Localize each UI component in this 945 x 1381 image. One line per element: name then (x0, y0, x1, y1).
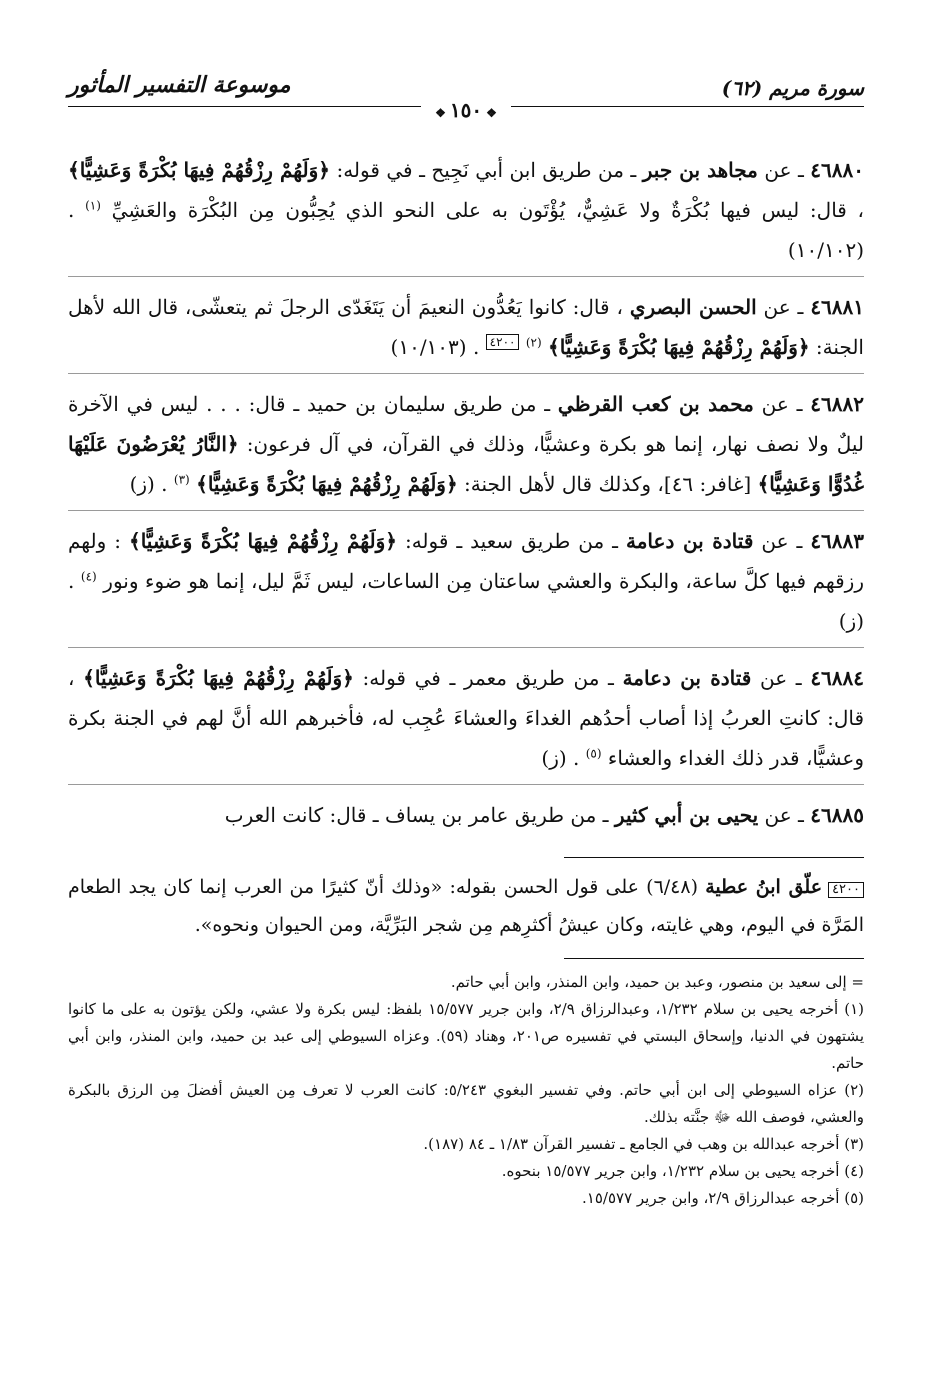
footnotes-rule (564, 958, 864, 959)
entry (68, 658, 864, 785)
footnote-5: (٥) أخرجه عبدالرزاق ٢/٩، وابن جرير ١٥/٥٧٧. (582, 1189, 864, 1207)
commentary-rule (564, 857, 864, 858)
footnote-ref[interactable]: (٥) (585, 746, 602, 761)
narrator-name: يحيى بن أبي كثير (614, 803, 759, 827)
commentary-marker: ٤٢٠٠ (828, 882, 864, 898)
ornament-icon: ❖ (435, 106, 446, 120)
entries (68, 150, 864, 841)
entry-text: ـ عن (756, 295, 804, 319)
header-surah (722, 76, 864, 100)
commentary-block (68, 868, 864, 944)
surah-number: (٦٢) (721, 76, 763, 100)
entry (68, 521, 864, 648)
page (68, 62, 864, 1212)
ornament-icon: ❖ (486, 106, 497, 120)
entry-text: ـ من طريق معمر ـ في قوله: (353, 666, 614, 690)
page-header (68, 62, 864, 122)
entry-text: [غافر: ٤٦]، وكذلك قال لأهل الجنة: (457, 472, 752, 496)
entry-text: ـ من طريق عامر بن يساف ـ قال: كانت العرب (224, 803, 609, 827)
footnote-4: (٤) أخرجه يحيى بن سلام ١/٢٣٢، وابن جرير ١٥/٥٧٧ بنحوه. (501, 1162, 864, 1180)
volume-ref: . (١٠/١٠٢) (68, 198, 864, 262)
volume-ref: . (١٠/١٠٣) (390, 335, 480, 359)
quran-verse: ﴿وَلَهُمْ رِزْقُهُمْ فِيهَا بُكْرَةً وَعَشِيًّا﴾ (548, 335, 810, 359)
entry-number: ٤٦٨٨٤ (810, 666, 865, 690)
entry (68, 150, 864, 277)
footnote-ref[interactable]: (٣) (173, 472, 190, 487)
entry-number: ٤٦٨٨١ (810, 295, 865, 319)
footnotes (68, 969, 864, 1212)
page-number-block (68, 98, 864, 122)
commentary-author: علّق ابنُ عطية (705, 876, 823, 898)
volume-ref: . (ز) (129, 472, 168, 496)
entry-number: ٤٦٨٨٠ (810, 158, 865, 182)
footnote-1: (١) أخرجه يحيى بن سلام ١/٢٣٢، وعبدالرزاق ٢/٩، وابن جرير ١٥/٥٧٧ بلفظ: ليس بكرة ولا عشي، ولكن يؤتون به على ما كانوا يشتهون في الدنيا، وإسحاق البستي في تفسيره ص٢٠١، وهناد (٥٩). وعزاه السيوطي إلى عبد بن حميد، وابن المنذر، وابن أبي حاتم. (68, 1000, 865, 1072)
footnote-ref[interactable]: (٤) (80, 569, 97, 584)
footnote-ref[interactable]: (٢) (525, 335, 542, 350)
volume-ref: . (ز) (541, 746, 580, 770)
footnote-2: (٢) عزاه السيوطي إلى ابن أبي حاتم. وفي تفسير البغوي ٥/٢٤٣: كانت العرب لا تعرف مِن العيش أفضلَ مِن الرزق بالبكرة والعشي، فوصف الله ﷻ جنَّته بذلك. (68, 1081, 865, 1126)
surah-name: سورة مريم (769, 76, 864, 100)
entry-number: ٤٦٨٨٣ (810, 529, 865, 553)
entry-text: ، قال: ليس فيها بُكْرَةٌ ولا عَشِيٌّ، يُؤْتَون به على النحو الذي يُحِبُّون مِن البُكْرَة والعَشِيِّ (111, 198, 864, 222)
entry-text: ـ عن (757, 158, 804, 182)
quran-verse: ﴿النَّارُ يُعْرَضُونَ عَلَيْهَا غُدُوًّا وَعَشِيًّا﴾ (68, 432, 864, 496)
quran-verse: ﴿وَلَهُمْ رِزْقُهُمْ فِيهَا بُكْرَةً وَعَشِيًّا﴾ (128, 529, 397, 553)
footnote-3: (٣) أخرجه عبدالله بن وهب في الجامع ـ تفسير القرآن ١/٨٣ ـ ٨٤ (١٨٧). (423, 1135, 864, 1153)
narrator-name: مجاهد بن جبر (642, 158, 758, 182)
entry-text: ، قال: كانتِ العربُ إذا أصاب أحدُهم الغداءَ والعشاءَ عُجِب له، فأخبرهم الله أنَّ لهم في الجنة بكرة وعشيًّا، قدر ذلك الغداء والعشاء (68, 666, 864, 770)
narrator-name: الحسن البصري (629, 295, 757, 319)
entry (68, 795, 864, 841)
entry-text: : ولهم رزقهم فيها كلَّ ساعة، والبكرة والعشي ساعتان مِن الساعات، ليس ثَمَّ ليل، إنما هو ضوء ونور (68, 529, 864, 593)
quran-verse: ﴿وَلَهُمْ رِزْقُهُمْ فِيهَا بُكْرَةً وَعَشِيًّا﴾ (83, 666, 354, 690)
entry (68, 384, 864, 511)
entry-text: ـ عن (753, 529, 803, 553)
entry-text: ـ من طريق سليمان بن حميد ـ قال: . . . ليس في الآخرة ليلٌ ولا نصف نهار، إنما هو بكرة وعشيًّا، وذلك في القرآن، في آل فرعون: (68, 392, 864, 456)
footnote-continuation: = إلى سعيد بن منصور، وعبد بن حميد، وابن المنذر، وابن أبي حاتم. (450, 973, 864, 991)
entry (68, 287, 864, 374)
commentary-text: (٦/٤٨) على قول الحسن بقوله: «وذلك أنّ كثيرًا من العرب إنما كان يجد الطعام المَرَّة في اليوم، وهي غايته، وكان عيشُ أكثرِهم مِن شجر البَرِّيَّة، ومن الحيوان ونحوه». (68, 876, 864, 936)
page-number: ١٥٠ (449, 98, 483, 122)
footnote-ref[interactable]: (١) (85, 198, 101, 213)
commentary-marker[interactable]: ٤٢٠٠ (486, 334, 520, 350)
entry-text: ـ عن (751, 666, 802, 690)
quran-verse: ﴿وَلَهُمْ رِزْقُهُمْ فِيهَا بُكْرَةً وَعَشِيًّا﴾ (68, 158, 330, 182)
entry-number: ٤٦٨٨٥ (810, 803, 864, 827)
entry-text: ، قال: كانوا يَعُدُّون النعيمَ أن يَتَغَدّى الرجلَ ثم يتعشّى، قال الله لأهل الجنة: (68, 295, 864, 359)
entry-text: ـ عن (758, 803, 804, 827)
entry-text: ـ من طريق ابن أبي نَجِيح ـ في قوله: (330, 158, 637, 182)
narrator-name: قتادة بن دعامة (626, 529, 754, 553)
quran-verse: ﴿وَلَهُمْ رِزْقُهُمْ فِيهَا بُكْرَةً وَعَشِيًّا﴾ (196, 472, 458, 496)
narrator-name: قتادة بن دعامة (622, 666, 752, 690)
entry-text: ـ من طريق سعيد ـ قوله: (396, 529, 619, 553)
volume-ref: . (ز) (68, 569, 864, 633)
book-title: موسوعة التفسير المأثور (68, 72, 291, 98)
entry-text: ـ عن (753, 392, 803, 416)
narrator-name: محمد بن كعب القرظي (557, 392, 754, 416)
entry-number: ٤٦٨٨٢ (810, 392, 864, 416)
